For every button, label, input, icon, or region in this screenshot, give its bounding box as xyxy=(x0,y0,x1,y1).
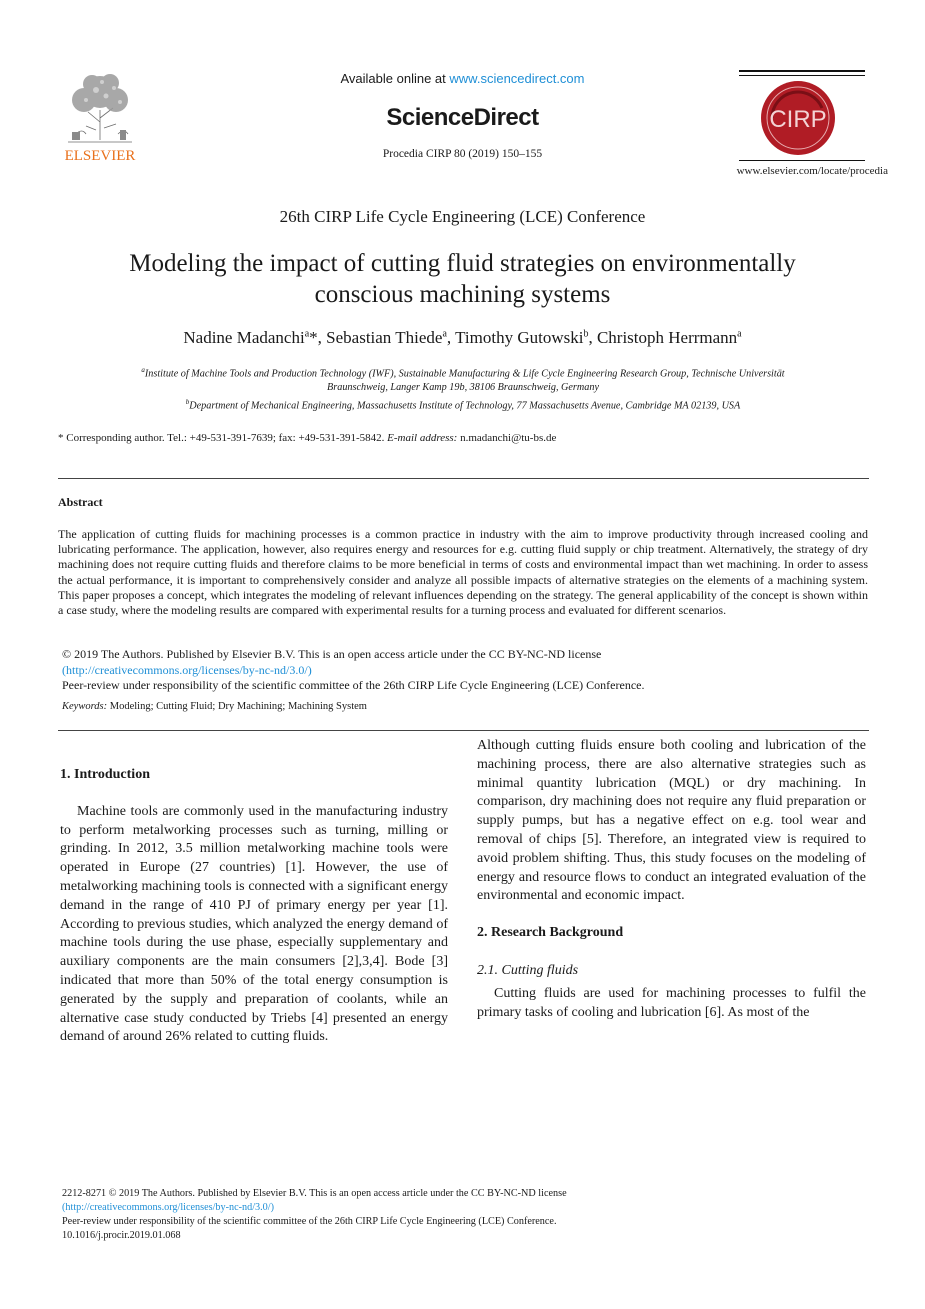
affiliation-text: Institute of Machine Tools and Production Technology (IWF), Sustainable Manufacturing & Life Cycle Engineering Research Group, Technische Universität xyxy=(144,368,785,380)
spacer xyxy=(60,785,448,803)
author-affiliation-mark: a xyxy=(304,328,310,340)
subsection-heading-cutting-fluids: 2.1. Cutting fluids xyxy=(477,962,579,978)
author-affiliation-mark: a xyxy=(737,328,742,340)
introduction-paragraph-continued: Although cutting fluids ensure both cooling and lubrication of the machining process, there are also alternative strategies such as minimal quantity lubrication (MQL) or dry machining. In comparison, dry machining does not require any fluid preparation or supply pumps, but has a negative effect on e.g. tool wear and removal of chips [5]. Therefore, an integrated view is required to avoid problem shifting. Thus, this study focuses on the modeling of energy and resource flows to conduct an integrated evaluation of the environmental and economic impact. xyxy=(477,738,866,904)
peer-review-line: Peer-review under responsibility of the scientific committee of the 26th CIRP Life Cycle Engineering (LCE) Conference. xyxy=(62,678,645,693)
email-address[interactable]: n.madanchi@tu-bs.de xyxy=(457,432,557,444)
left-column xyxy=(60,766,448,1047)
conference-name: 26th CIRP Life Cycle Engineering (LCE) Conference xyxy=(279,207,646,226)
doi[interactable]: 10.1016/j.procir.2019.01.068 xyxy=(62,1230,181,1241)
keywords-label: Keywords: xyxy=(62,701,108,712)
author-list: Nadine Madanchi$^a$*, Sebastian Thiede$^a$, Timothy Gutowski$^b$, Christoph Herrmann$^a$ xyxy=(183,328,742,347)
spacer xyxy=(477,906,866,924)
footer-license-link[interactable]: (http://creativecommons.org/licenses/by-nc-nd/3.0/) xyxy=(62,1202,274,1213)
journal-homepage-url[interactable]: www.elsevier.com/locate/procedia xyxy=(736,165,888,177)
keywords xyxy=(62,701,367,712)
affiliation-b xyxy=(58,395,868,413)
section-heading-research-background: 2. Research Background xyxy=(477,925,624,941)
affiliation-a-continued: Braunschweig, Langer Kamp 19b, 38106 Braunschweig, Germany xyxy=(327,382,599,394)
cirp-top-rule-thin xyxy=(739,75,865,76)
section-divider xyxy=(58,478,869,479)
available-prefix: Available online at xyxy=(340,71,450,86)
sciencedirect-link[interactable]: www.sciencedirect.com xyxy=(449,71,585,86)
copyright-line: © 2019 The Authors. Published by Elsevier B.V. This is an open access article under the CC BY-NC-ND license xyxy=(62,647,602,661)
sciencedirect-wordmark: ScienceDirect xyxy=(386,104,539,131)
abstract-text: The application of cutting fluids for machining processes is a common practice in industry with the aim to improve productivity through increased cooling and lubricating performance. The application, however, also requires energy and resources for e.g. cutting fluid supply or chip treatment. Alternatively, the strategy of dry machining does not require cutting fluids and therefore claims to be more beneficial in terms of costs and environmental impact than wet machining. In order to assess the actual performance, it is important to comprehensively consider and analyze all possible impacts of alternative strategies on the elements of a machining system. This paper proposes a concept, which integrates the modeling of relevant influences depending on the strategy. The general applicability of the concept is shown within a case study, where the modeling results are compared with experimental results for a turning process and evaluated for different scenarios. xyxy=(58,527,868,618)
introduction-paragraph: Machine tools are commonly used in the manufacturing industry to perform metalworking processes such as turning, milling or grinding. In 2012, 3.5 million metalworking machine tools were operated in Europe (27 countries) [1]. However, the use of metalworking machining tools is connected with a significant energy demand in the range of 410 PJ of primary energy per year [1]. According to previous studies, which analyzed the energy demand of machine tools during the use phase, especially supplementary and auxiliary components are the main consumers [2],3,4]. Bode [3] indicated that more than 50% of the total energy consumption is generated by the supply and preparation of coolants, while an alternative case study conducted by Triebs [4] presented an energy demand of around 26% related to cutting fluids. xyxy=(60,803,448,1045)
cirp-logo-text: CIRP xyxy=(769,106,827,133)
affiliation-label: b xyxy=(185,398,190,407)
cirp-logo xyxy=(760,80,836,156)
corresponding-author-note xyxy=(58,432,556,444)
spacer xyxy=(477,943,866,962)
journal-reference: Procedia CIRP 80 (2019) 150–155 xyxy=(382,148,543,160)
affiliation-text: Department of Mechanical Engineering, Massachusetts Institute of Technology, 77 Massachusetts Avenue, Cambridge MA 02139, USA xyxy=(189,400,741,412)
corresponding-author-mark: * xyxy=(309,328,318,347)
cirp-bottom-rule xyxy=(739,160,865,161)
affiliation-label: a xyxy=(141,366,145,374)
corresponding-contact: * Corresponding author. Tel.: +49-531-391-7639; fax: +49-531-391-5842. xyxy=(58,432,388,444)
section-divider xyxy=(58,730,869,731)
author-affiliation-mark: b xyxy=(583,328,589,340)
paper-title-line-1: Modeling the impact of cutting fluid strategies on environmentally xyxy=(129,250,796,277)
author-name: Christoph Herrmann xyxy=(596,328,738,347)
copyright-block xyxy=(62,647,862,694)
keywords-text: Modeling; Cutting Fluid; Dry Machining; Machining System xyxy=(107,701,367,712)
right-column xyxy=(477,737,866,1022)
cirp-top-rule xyxy=(739,70,865,72)
issn-line: 2212-8271 © 2019 The Authors. Published by Elsevier B.V. This is an open access article under the CC BY-NC-ND license xyxy=(62,1188,567,1199)
email-label: E-mail address: xyxy=(387,432,458,444)
paper-title xyxy=(60,248,865,310)
license-link[interactable]: (http://creativecommons.org/licenses/by-nc-nd/3.0/) xyxy=(62,662,312,677)
affiliation-a xyxy=(58,363,868,381)
cutting-fluids-paragraph: Cutting fluids are used for machining processes to fulfil the primary tasks of cooling and lubrication [6]. As most of the xyxy=(477,985,866,1020)
author-name: Sebastian Thiede xyxy=(326,328,443,347)
footer-peer-review: Peer-review under responsibility of the scientific committee of the 26th CIRP Life Cycle Engineering (LCE) Conference. xyxy=(62,1216,557,1227)
paper-title-line-2: conscious machining systems xyxy=(314,281,611,308)
author-name: Nadine Madanchi xyxy=(183,328,305,347)
abstract-heading: Abstract xyxy=(58,495,103,509)
author-affiliation-mark: a xyxy=(442,328,447,340)
affiliations xyxy=(58,363,868,414)
section-heading-introduction: 1. Introduction xyxy=(60,767,150,782)
author-name: Timothy Gutowski xyxy=(455,328,584,347)
elsevier-wordmark: ELSEVIER xyxy=(64,148,136,162)
page-footer xyxy=(62,1187,862,1243)
